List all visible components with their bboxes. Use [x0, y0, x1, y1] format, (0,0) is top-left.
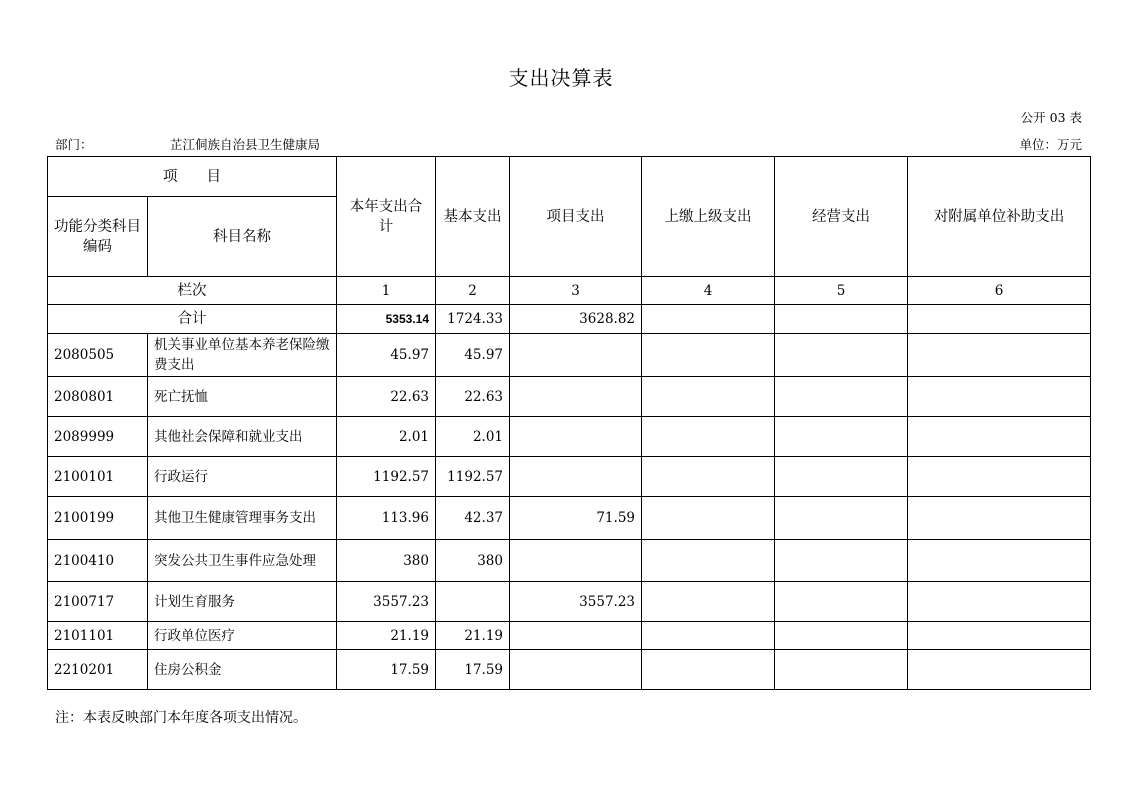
footnote: 注：本表反映部门本年度各项支出情况。 [55, 710, 307, 726]
cell-basic: 42.37 [436, 497, 510, 540]
cell-project: 71.59 [510, 497, 642, 540]
table-body [48, 157, 1091, 690]
column-num: 4 [642, 277, 775, 305]
cell-upper [642, 457, 775, 497]
cell-project [510, 650, 642, 690]
cell-code: 2101101 [48, 622, 148, 650]
cell-name: 行政运行 [148, 457, 337, 497]
cell-subsidy [908, 497, 1091, 540]
cell-code: 2100717 [48, 582, 148, 622]
cell-total: 380 [337, 540, 436, 582]
cell-name: 计划生育服务 [148, 582, 337, 622]
cell-total: 21.19 [337, 622, 436, 650]
cell-upper [642, 540, 775, 582]
sum-total: 5353.14 [337, 305, 436, 334]
form-number: 公开 03 表 [1020, 110, 1082, 125]
cell-code: 2089999 [48, 417, 148, 457]
cell-business [775, 377, 908, 417]
column-num: 3 [510, 277, 642, 305]
sum-business [775, 305, 908, 334]
cell-subsidy [908, 622, 1091, 650]
cell-total: 45.97 [337, 334, 436, 377]
cell-name: 死亡抚恤 [148, 377, 337, 417]
table-row [48, 650, 1091, 690]
cell-business [775, 582, 908, 622]
cell-business [775, 650, 908, 690]
cell-project [510, 334, 642, 377]
header-item-group: 项 目 [48, 157, 337, 197]
cell-business [775, 457, 908, 497]
cell-upper [642, 497, 775, 540]
header-business: 经营支出 [775, 157, 908, 277]
table-row [48, 497, 1091, 540]
table-row [48, 622, 1091, 650]
cell-total: 3557.23 [337, 582, 436, 622]
unit-label: 单位：万元 [1019, 137, 1082, 152]
column-num: 1 [337, 277, 436, 305]
table-row [48, 334, 1091, 377]
cell-basic: 2.01 [436, 417, 510, 457]
cell-upper [642, 334, 775, 377]
cell-code: 2080801 [48, 377, 148, 417]
header-project: 项目支出 [510, 157, 642, 277]
table-row [48, 582, 1091, 622]
cell-code: 2210201 [48, 650, 148, 690]
header-subsidy: 对附属单位补助支出 [908, 157, 1091, 277]
cell-total: 113.96 [337, 497, 436, 540]
cell-business [775, 540, 908, 582]
header-name: 科目名称 [148, 197, 337, 277]
cell-total: 2.01 [337, 417, 436, 457]
cell-basic: 21.19 [436, 622, 510, 650]
cell-subsidy [908, 377, 1091, 417]
table-row [48, 540, 1091, 582]
header-code: 功能分类科目编码 [48, 197, 148, 277]
cell-subsidy [908, 650, 1091, 690]
cell-basic: 1192.57 [436, 457, 510, 497]
sum-upper [642, 305, 775, 334]
table-row [48, 457, 1091, 497]
cell-name: 其他卫生健康管理事务支出 [148, 497, 337, 540]
cell-basic: 17.59 [436, 650, 510, 690]
cell-subsidy [908, 582, 1091, 622]
cell-name: 突发公共卫生事件应急处理 [148, 540, 337, 582]
cell-subsidy [908, 457, 1091, 497]
cell-upper [642, 417, 775, 457]
cell-code: 2080505 [48, 334, 148, 377]
cell-project [510, 377, 642, 417]
cell-upper [642, 622, 775, 650]
sum-subsidy [908, 305, 1091, 334]
column-num: 6 [908, 277, 1091, 305]
cell-subsidy [908, 540, 1091, 582]
sum-row-label: 合计 [48, 305, 337, 334]
sum-project: 3628.82 [510, 305, 642, 334]
cell-basic: 45.97 [436, 334, 510, 377]
cell-business [775, 622, 908, 650]
cell-total: 22.63 [337, 377, 436, 417]
cell-basic [436, 582, 510, 622]
cell-business [775, 417, 908, 457]
cell-name: 行政单位医疗 [148, 622, 337, 650]
cell-business [775, 497, 908, 540]
column-num: 5 [775, 277, 908, 305]
cell-upper [642, 377, 775, 417]
column-num: 2 [436, 277, 510, 305]
table-row [48, 377, 1091, 417]
header-upper: 上缴上级支出 [642, 157, 775, 277]
cell-subsidy [908, 334, 1091, 377]
column-row-label: 栏次 [48, 277, 337, 305]
cell-upper [642, 582, 775, 622]
expenditure-table [47, 156, 1091, 690]
header-basic: 基本支出 [436, 157, 510, 277]
cell-total: 1192.57 [337, 457, 436, 497]
cell-code: 2100101 [48, 457, 148, 497]
cell-upper [642, 650, 775, 690]
header-total: 本年支出合计 [337, 157, 436, 277]
cell-project [510, 457, 642, 497]
cell-basic: 380 [436, 540, 510, 582]
cell-total: 17.59 [337, 650, 436, 690]
cell-code: 2100410 [48, 540, 148, 582]
cell-basic: 22.63 [436, 377, 510, 417]
cell-project [510, 417, 642, 457]
cell-project [510, 622, 642, 650]
department-name: 芷江侗族自治县卫生健康局 [170, 137, 321, 152]
cell-subsidy [908, 417, 1091, 457]
cell-project: 3557.23 [510, 582, 642, 622]
cell-name: 机关事业单位基本养老保险缴费支出 [148, 334, 337, 377]
table-row [48, 417, 1091, 457]
sum-basic: 1724.33 [436, 305, 510, 334]
cell-code: 2100199 [48, 497, 148, 540]
cell-project [510, 540, 642, 582]
cell-name: 住房公积金 [148, 650, 337, 690]
department-label: 部门： [55, 137, 93, 152]
page-title: 支出决算表 [508, 66, 614, 90]
cell-name: 其他社会保障和就业支出 [148, 417, 337, 457]
cell-business [775, 334, 908, 377]
